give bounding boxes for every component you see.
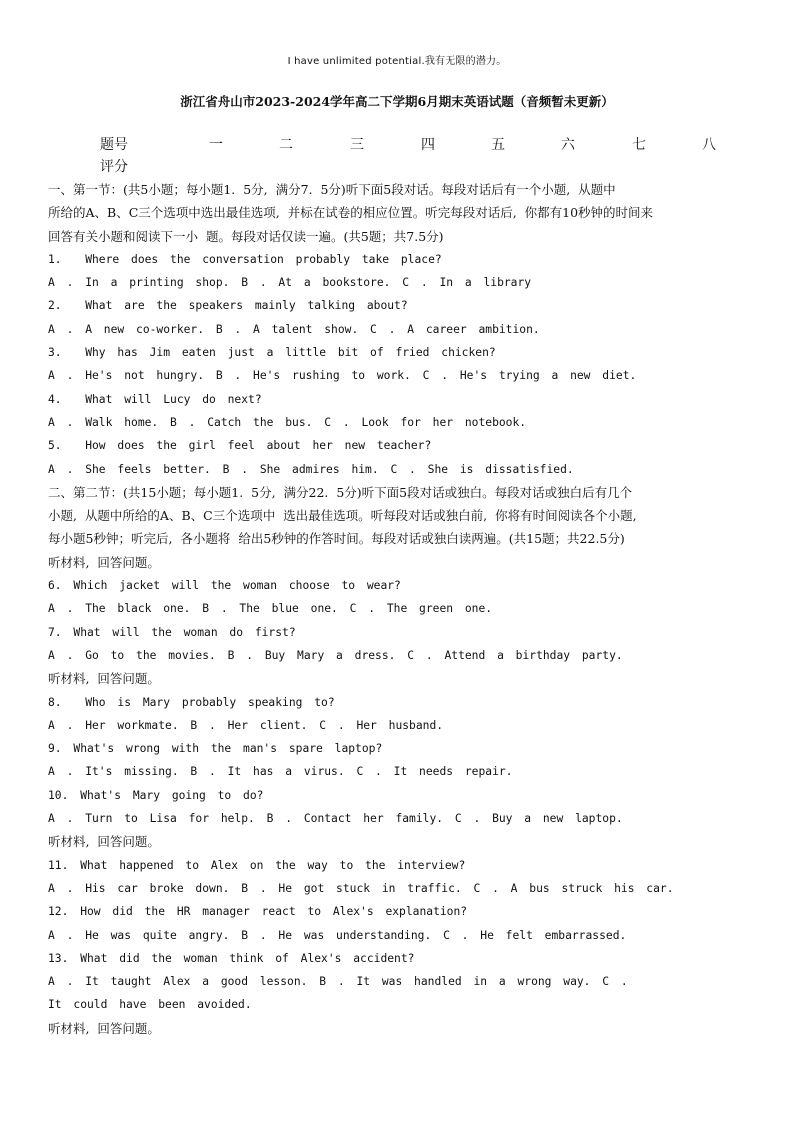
- score-col-3: 三: [350, 137, 364, 153]
- score-col-4: 四: [421, 137, 435, 153]
- question-7: 7. What will the woman do first?: [48, 625, 296, 639]
- question-4: 4. What will Lucy do next?: [48, 392, 262, 406]
- section-1-instruction-line: 所给的A、B、C三个选项中选出最佳选项, 并标在试卷的相应位置。听完每段对话后, 你都有10秒钟的时间来: [48, 205, 654, 221]
- question-6: 6. Which jacket will the woman choose to wear?: [48, 579, 401, 593]
- options-10: A . Turn to Lisa for help. B . Contact her family. C . Buy a new laptop.: [48, 812, 623, 826]
- score-row-label-score: 评分: [100, 159, 128, 175]
- options-4: A . Walk home. B . Catch the bus. C . Look for her notebook.: [48, 415, 527, 429]
- listen-prompt: 听材料, 回答问题。: [48, 671, 160, 687]
- score-col-5: 五: [491, 137, 505, 153]
- score-col-2: 二: [279, 137, 293, 153]
- score-table: [100, 132, 740, 176]
- section-2-instruction-line: 每小题5秒钟；听完后, 各小题将 给出5秒钟的作答时间。每段对话或独白读两遍。(共15题；共22.5分): [48, 531, 625, 547]
- section-2-instruction-line: 小题, 从题中所给的A、B、C三个选项中 选出最佳选项。听每段对话或独白前, 你将有时间阅读各个小题,: [48, 508, 637, 524]
- question-2: 2. What are the speakers mainly talking about?: [48, 299, 408, 313]
- score-col-8: 八: [702, 137, 716, 153]
- exam-content: [48, 178, 768, 1040]
- question-5: 5. How does the girl feel about her new teacher?: [48, 439, 432, 453]
- options-13-continued: It could have been avoided.: [48, 998, 252, 1012]
- options-13: A . It taught Alex a good lesson. B . It was handled in a wrong way. C .: [48, 975, 628, 989]
- question-12: 12. How did the HR manager react to Alex's explanation?: [48, 905, 468, 919]
- section-2-instruction-line: 二、第二节：(共15小题；每小题1. 5分, 满分22. 5分)听下面5段对话或独白。每段对话或独白后有几个: [48, 484, 633, 500]
- question-9: 9. What's wrong with the man's spare laptop?: [48, 742, 383, 756]
- exam-title: 浙江省舟山市2023-2024学年高二下学期6月期末英语试题（音频暂未更新）: [180, 94, 614, 109]
- options-3: A . He's not hungry. B . He's rushing to work. C . He's trying a new diet.: [48, 369, 637, 383]
- options-9: A . It's missing. B . It has a virus. C . It needs repair.: [48, 765, 513, 779]
- question-10: 10. What's Mary going to do?: [48, 788, 264, 802]
- listen-prompt: 听材料, 回答问题。: [48, 554, 160, 570]
- options-8: A . Her workmate. B . Her client. C . Her husband.: [48, 718, 444, 732]
- options-7: A . Go to the movies. B . Buy Mary a dress. C . Attend a birthday party.: [48, 648, 623, 662]
- listen-prompt: 听材料, 回答问题。: [48, 1020, 160, 1036]
- options-6: A . The black one. B . The blue one. C . The green one.: [48, 602, 493, 616]
- question-13: 13. What did the woman think of Alex's accident?: [48, 951, 415, 965]
- score-row-label-number: 题号: [100, 137, 128, 153]
- score-col-6: 六: [561, 137, 575, 153]
- score-col-1: 一: [209, 137, 223, 153]
- options-5: A . She feels better. B . She admires him. C . She is dissatisfied.: [48, 462, 574, 476]
- listen-prompt: 听材料, 回答问题。: [48, 834, 160, 850]
- page-motto: I have unlimited potential.我有无限的潜力。: [287, 56, 507, 67]
- question-11: 11. What happened to Alex on the way to the interview?: [48, 858, 466, 872]
- section-1-instruction-line: 一、第一节：(共5小题；每小题1. 5分, 满分7. 5分)听下面5段对话。每段对话后有一个小题, 从题中: [48, 182, 616, 197]
- section-1-instruction-line: 回答有关小题和阅读下一小 题。每段对话仅读一遍。(共5题；共7.5分): [48, 228, 444, 244]
- question-3: 3. Why has Jim eaten just a little bit of fried chicken?: [48, 346, 496, 360]
- options-11: A . His car broke down. B . He got stuck in traffic. C . A bus struck his car.: [48, 881, 674, 895]
- options-1: A . In a printing shop. B . At a bookstore. C . In a library: [48, 276, 532, 290]
- question-1: 1. Where does the conversation probably take place?: [48, 252, 442, 266]
- question-8: 8. Who is Mary probably speaking to?: [48, 695, 335, 709]
- options-12: A . He was quite angry. B . He was understanding. C . He felt embarrassed.: [48, 928, 627, 942]
- score-col-7: 七: [632, 137, 646, 153]
- options-2: A . A new co-worker. B . A talent show. C . A career ambition.: [48, 322, 540, 336]
